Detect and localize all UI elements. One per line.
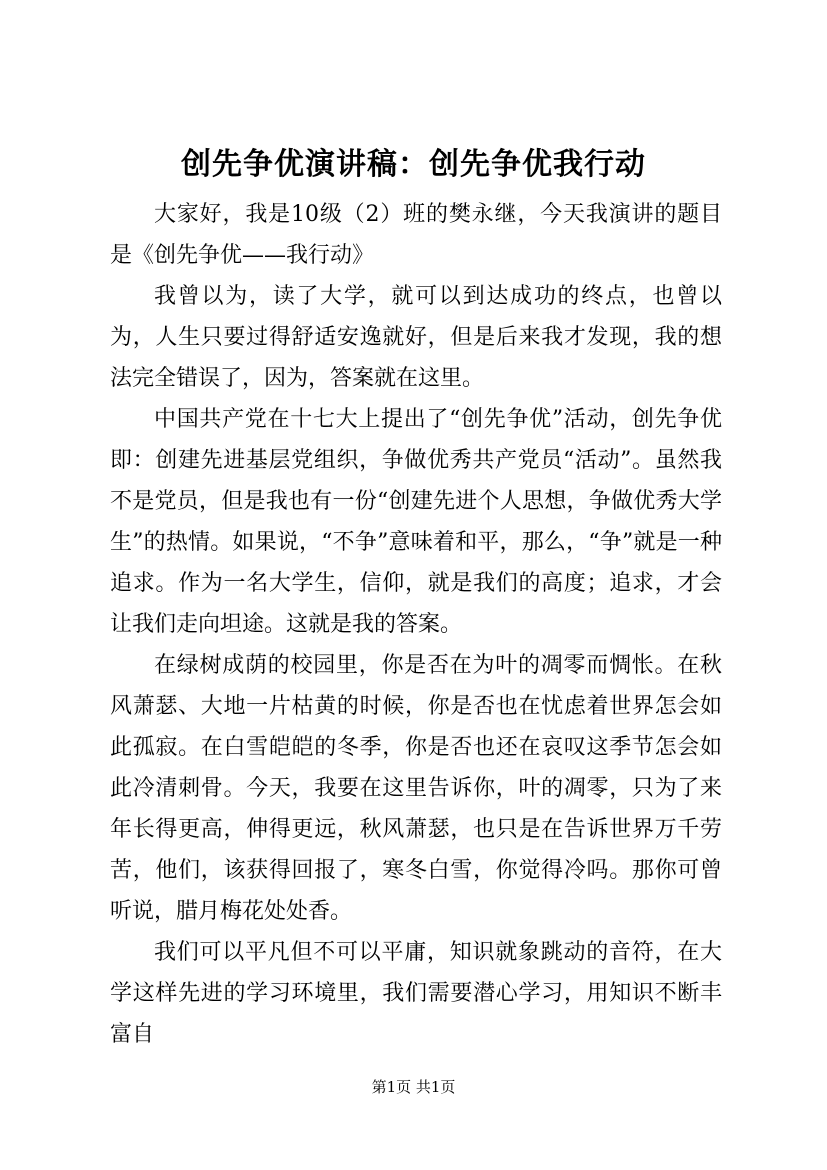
paragraph-seasons: 在绿树成荫的校园里，你是否在为叶的凋零而惆怅。在秋风萧瑟、大地一片枯黄的时候，你是否也在忧虑着世界怎会如此孤寂。在白雪皑皑的冬季，你是否也还在哀叹这季节怎会如此冷清刺骨。今天，我要在这里告诉你，叶的凋零，只为了来年长得更高，伸得更远，秋风萧瑟，也只是在告诉世界万千劳苦，他们，该获得回报了，寒冬白雪，你觉得冷吗。那你可曾听说，腊月梅花处处香。 [110,653,722,924]
document-title: 创先争优演讲稿：创先争优我行动 [181,147,646,182]
paragraph-knowledge: 我们可以平凡但不可以平庸，知识就象跳动的音符，在大学这样先进的学习环境里，我们需要潜心学习，用知识不断丰富自 [110,940,722,1047]
document-body [110,194,722,1055]
page-footer: 第1页 共1页 [371,1078,456,1096]
paragraph-greeting: 大家好，我是10级（2）班的樊永继，今天我演讲的题目是《创先争优——我行动》 [110,202,722,268]
paragraph-campaign: 中国共产党在十七大上提出了“创先争优”活动，创先争优即：创建先进基层党组织，争做优秀共产党员“活动”。虽然我不是党员，但是我也有一份“创建先进个人思想，争做优秀大学生”的热情。如果说，“不争”意味着和平，那么，“争”就是一种追求。作为一名大学生，信仰，就是我们的高度；追求，才会让我们走向坦途。这就是我的答案。 [110,407,722,637]
paragraph-reflection: 我曾以为，读了大学，就可以到达成功的终点，也曾以为，人生只要过得舒适安逸就好，但是后来我才发现，我的想法完全错误了，因为，答案就在这里。 [110,284,722,391]
